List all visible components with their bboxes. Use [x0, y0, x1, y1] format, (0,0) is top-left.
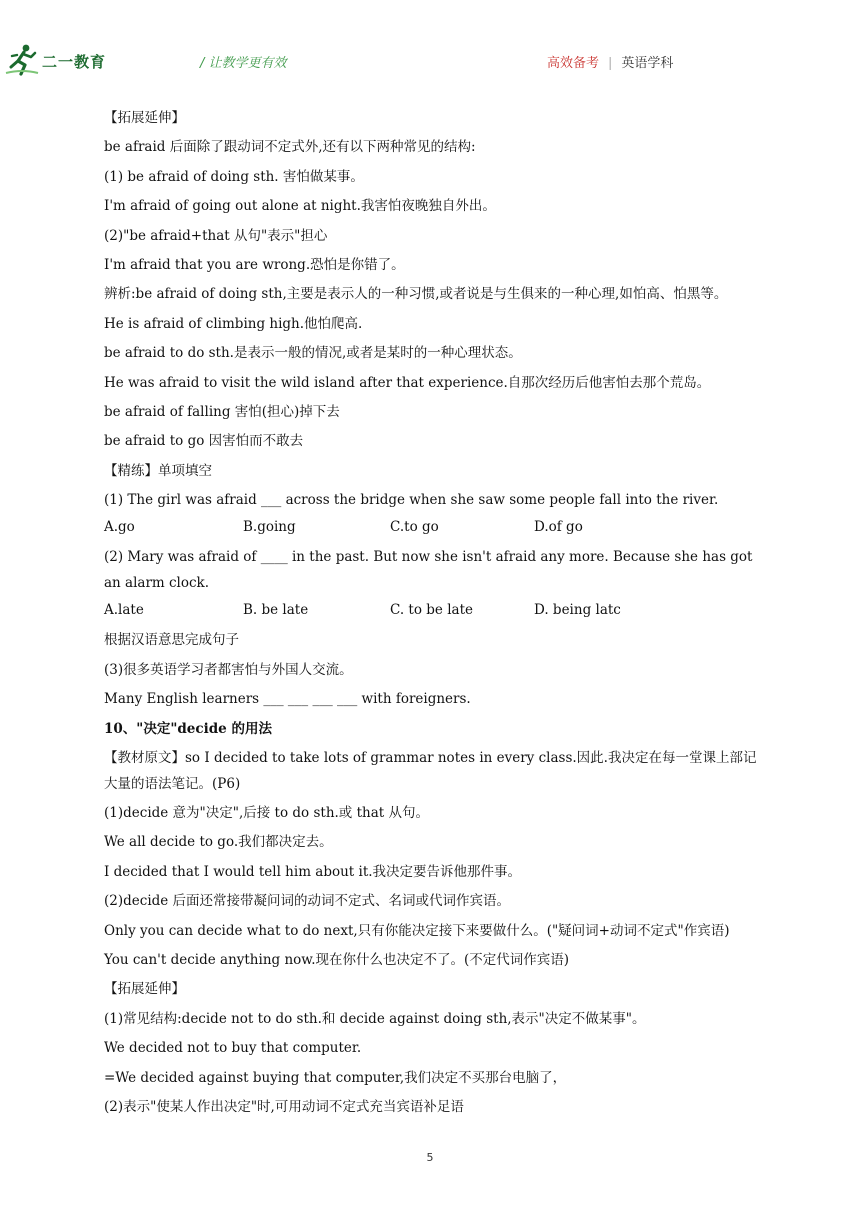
option-a: A.late — [104, 602, 144, 619]
header-divider: | — [608, 56, 613, 71]
question-3: Many English learners ___ ___ ___ ___ with foreigners. — [104, 691, 471, 708]
option-c: C. to be late — [390, 602, 473, 619]
text-line: 【拓展延伸】 — [104, 110, 185, 126]
text-line: be afraid of falling 害怕(担心)掉下去 — [104, 403, 340, 420]
text-line: 【拓展延伸】 — [104, 981, 185, 998]
header-tag: 高效备考 — [547, 56, 600, 71]
text-line: I'm afraid of going out alone at night.我害怕夜晚独自外出。 — [104, 198, 496, 215]
header-subject: 英语学科 — [621, 56, 674, 71]
text-line: (2)表示"使某人作出决定"时,可用动词不定式充当宾语补足语 — [104, 1098, 464, 1115]
text-line: be afraid 后面除了跟动词不定式外,还有以下两种常见的结构: — [104, 139, 476, 156]
option-b: B.going — [243, 519, 296, 536]
question-2: (2) Mary was afraid of ____ in the past. But now she isn't afraid any more. Because she has got an alarm clock. — [104, 549, 753, 592]
text-line: (3)很多英语学习者都害怕与外国人交流。 — [104, 661, 353, 678]
header-slogan: / 让教学更有效 — [200, 56, 287, 71]
text-line: be afraid to do sth.是表示一般的情况,或者是某时的一种心理状态。 — [104, 345, 522, 362]
text-line: 辨析:be afraid of doing sth,主要是表示人的一种习惯,或者说是与生俱来的一种心理,如怕高、怕黑等。 — [104, 286, 728, 303]
question-1-options — [104, 515, 764, 543]
question-1: (1) The girl was afraid ___ across the bridge when she saw some people fall into the river. — [104, 492, 719, 509]
option-b: B. be late — [243, 602, 309, 619]
option-d: D. being latc — [534, 602, 621, 619]
text-line: 根据汉语意思完成句子 — [104, 632, 239, 649]
text-line: be afraid to go 因害怕而不敢去 — [104, 433, 304, 450]
text-line: We all decide to go.我们都决定去。 — [104, 834, 333, 851]
text-line: I'm afraid that you are wrong.恐怕是你错了。 — [104, 256, 405, 273]
text-line: I decided that I would tell him about it.我决定要告诉他那件事。 — [104, 863, 522, 880]
document-body — [104, 104, 764, 1122]
option-a: A.go — [104, 519, 135, 536]
text-line: He is afraid of climbing high.他怕爬高. — [104, 315, 363, 332]
text-line: Only you can decide what to do next,只有你能决定接下来要做什么。("疑问词+动词不定式"作宾语) — [104, 922, 730, 939]
text-line: (1)常见结构:decide not to do sth.和 decide against doing sth,表示"决定不做某事"。 — [104, 1010, 646, 1027]
text-line: He was afraid to visit the wild island after that experience.自那次经历后他害怕去那个荒岛。 — [104, 374, 711, 391]
question-2-options — [104, 598, 764, 626]
text-line: (2)"be afraid+that 从句"表示"担心 — [104, 227, 328, 244]
text-line: (1) be afraid of doing sth. 害怕做某事。 — [104, 168, 364, 185]
text-line: 【精练】单项填空 — [104, 462, 212, 479]
section-title: 10、"决定"decide 的用法 — [104, 720, 272, 737]
text-line: (1)decide 意为"决定",后接 to do sth.或 that 从句。 — [104, 805, 429, 822]
page-number: 5 — [426, 1151, 434, 1164]
source-text: 【教材原文】so I decided to take lots of grammar notes in every class.因此.我决定在每一堂课上部记大量的语法笔记。(P6) — [104, 750, 757, 793]
runner-logo-icon — [4, 42, 40, 78]
logo-text: 二一教育 — [42, 53, 107, 71]
header-right — [547, 52, 673, 71]
text-line: (2)decide 后面还常接带凝问词的动词不定式、名词或代词作宾语。 — [104, 893, 511, 910]
text-line: =We decided against buying that computer,我们决定不买那台电脑了， — [104, 1069, 567, 1086]
logo — [4, 42, 114, 78]
option-c: C.to go — [390, 519, 439, 536]
text-line: We decided not to buy that computer. — [104, 1040, 362, 1057]
option-d: D.of go — [534, 519, 583, 536]
text-line: You can't decide anything now.现在你什么也决定不了。(不定代词作宾语) — [104, 951, 570, 968]
page-header — [0, 0, 860, 100]
